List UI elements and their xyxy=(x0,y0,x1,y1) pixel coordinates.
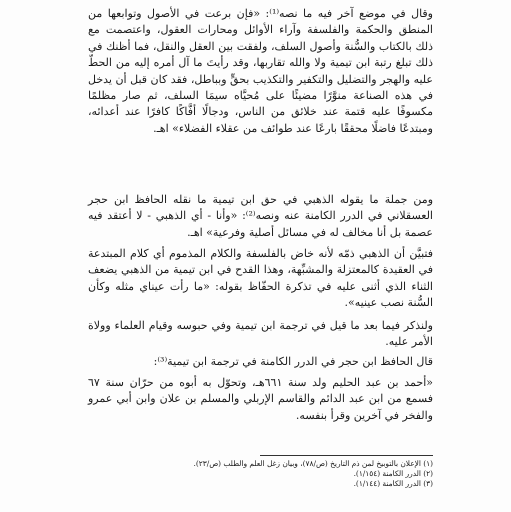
footnotes xyxy=(193,459,433,490)
footnote-divider xyxy=(260,455,433,456)
footnote-1: (١) الإعلان بالتوبيخ لمن ذم التاريخ (ص/٧٨)، وبيان زغل العلم والطلب (ص/٢٣). xyxy=(193,459,433,468)
paragraph-biography-quote: «أحمد بن عبد الحليم ولد سنة ٦٦١هـ، وتحوّل به أبوه من حرّان سنة ٦٧ فسمع من ابن عبد الدائم والقاسم الإربلي والمسلم بن علان وابن أبي عمرو والفخر في آخرين وقرأ بنفسه. xyxy=(88,376,433,422)
paragraph-dhahabi-quote: وقال في موضع آخر فيه ما نصه⁽¹⁾: «فإن برعت في الأصول وتوابعها من المنطق والحكمة والفلسفة وآراء الأوائل ومحارات العقول، واعتصمت مع ذلك بالكتاب والسُّنة وأصول السلف، ولفقت بين العقل والنقل، فما أظنك في ذلك تبلغ رتبة ابن تيمية ولا والله تقاربها، وقد رأيتَ ما آل أمره إليه من الحطّ عليه والهجر والتضليل والتكفير والتكذيب بحقٍّ وبباطل، فقد كان قبل أن يدخل في هذه الصناعة منوَّرًا مضيئًا على مُحيَّاه سيمَا السلف، ثم صار مظلمًا مكسوفًا عليه قتمة عند خلائق من الناس، ودجالًا أفَّاكًا كافرًا عند أعدائه، ومبتدعًا فاضلًا محققًا بارعًا عند طوائف من عقلاء الفضلاء» اهـ. xyxy=(88,7,433,135)
footnote-2: (٢) الدرر الكامنة (١/١٥٤). xyxy=(353,469,433,479)
paragraph-criticism: فتبيَّن أن الذهبي ذمّه لأنه خاض بالفلسفة والكلام المذموم أي كلام المبتدعة في العقيدة كالمعتزلة والمشبِّهة، وهذا القدح في ابن تيمية من الذهبي يضعف الثناء الذي أثنى عليه في تذكرة الحفّاظ بقوله: «ما رأت عيناي مثله وكأن السُّنة نصب عينيه». xyxy=(88,247,433,310)
footnote-3: (٣) الدرر الكامنة (١/١٤٤). xyxy=(353,479,433,489)
paragraph-ibn-hajar-citation: ومن جملة ما يقوله الذهبي في حق ابن تيمية ما نقله الحافظ ابن حجر العسقلاني في الدرر الكامنة عنه ونصه⁽²⁾: «وأنا - أي الذهبي - لا أعتقد فيه عصمة بل أنا مخالف له في مسائل أصلية وفرعية» اهـ. xyxy=(88,193,433,239)
paragraph-ibn-hajar-intro: قال الحافظ ابن حجر في الدرر الكامنة في ترجمة ابن تيمية⁽³⁾: xyxy=(153,355,433,368)
paragraph-intro-biography: ولنذكر فيما بعد ما قيل في ترجمة ابن تيمية وفي حبوسه وقيام العلماء وولاة الأمر عليه. xyxy=(88,319,433,349)
